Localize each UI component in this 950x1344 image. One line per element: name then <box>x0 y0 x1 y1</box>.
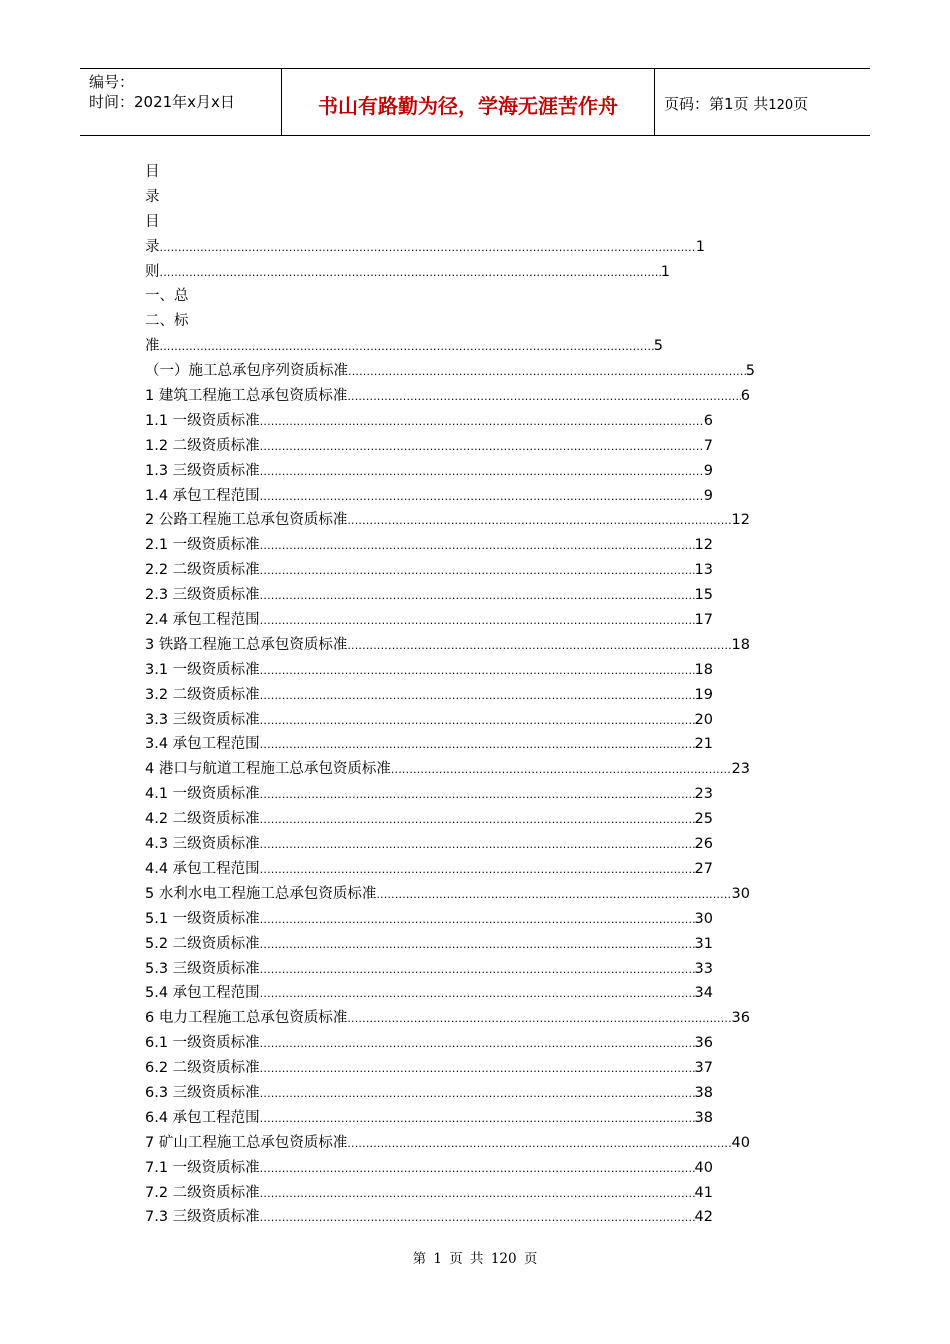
toc-entry[interactable] <box>145 484 713 509</box>
toc-entry-page: 17 <box>694 612 713 629</box>
toc-entry-title: 1.3 三级资质标准 <box>145 462 260 479</box>
toc-entry-page: 38 <box>694 1084 713 1101</box>
document-number-label: 编号： <box>89 73 135 91</box>
table-of-contents <box>145 160 765 1230</box>
page-footer: 第 1 页 共 120 页 <box>412 1251 538 1267</box>
toc-dot-leader <box>260 1032 695 1057</box>
toc-entry-page: 12 <box>694 537 713 554</box>
toc-entry[interactable] <box>145 558 713 583</box>
toc-entry-page: 41 <box>694 1184 713 1201</box>
toc-entry-page: 40 <box>694 1159 713 1176</box>
toc-dot-leader <box>260 684 695 709</box>
header-page-info <box>664 93 808 114</box>
toc-entry[interactable] <box>145 309 765 334</box>
toc-dot-leader <box>347 1007 731 1032</box>
toc-entry-page: 38 <box>694 1109 713 1126</box>
toc-dot-leader <box>260 1182 695 1207</box>
toc-entry[interactable] <box>145 1031 713 1056</box>
toc-entry-title: 5.1 一级资质标准 <box>145 910 260 927</box>
toc-dot-leader <box>260 435 704 460</box>
toc-entry[interactable] <box>145 434 713 459</box>
header-info <box>89 72 235 112</box>
toc-entry-title: 1.4 承包工程范围 <box>145 487 260 504</box>
toc-dot-leader <box>260 783 695 808</box>
toc-dot-leader <box>260 584 695 609</box>
toc-entry-title: 3 铁路工程施工总承包资质标准 <box>145 636 348 653</box>
toc-dot-leader <box>260 833 695 858</box>
toc-dot-leader <box>260 1206 695 1231</box>
header-page-label: 页码：第1页 共 <box>664 95 769 113</box>
toc-dot-leader <box>160 261 661 286</box>
toc-entry-page: 7 <box>703 437 713 454</box>
toc-entry-page: 27 <box>694 860 713 877</box>
toc-entry[interactable] <box>145 334 663 359</box>
toc-entry-page: 30 <box>694 910 713 927</box>
toc-entry[interactable] <box>145 882 750 907</box>
toc-dot-leader <box>260 808 695 833</box>
toc-entry[interactable] <box>145 284 765 309</box>
toc-entry-page: 18 <box>694 661 713 678</box>
toc-entry-page: 12 <box>731 512 750 529</box>
toc-entry-title: 6.3 三级资质标准 <box>145 1084 260 1101</box>
toc-entry-page: 42 <box>694 1209 713 1226</box>
toc-dot-leader <box>260 410 704 435</box>
toc-entry-page: 19 <box>694 686 713 703</box>
toc-entry[interactable] <box>145 957 713 982</box>
toc-dot-leader <box>160 236 696 261</box>
toc-dot-leader <box>260 933 695 958</box>
toc-entry-page: 36 <box>694 1035 713 1052</box>
toc-entry-title: 5.2 二级资质标准 <box>145 935 260 952</box>
toc-entry-title: 1 建筑工程施工总承包资质标准 <box>145 388 348 405</box>
toc-entry-page: 1 <box>660 263 670 280</box>
toc-entry[interactable] <box>145 1056 713 1081</box>
toc-entry-page: 31 <box>694 935 713 952</box>
toc-entry-title: 4.4 承包工程范围 <box>145 860 260 877</box>
toc-entry-title: 5.3 三级资质标准 <box>145 960 260 977</box>
toc-entry-page: 6 <box>740 388 750 405</box>
toc-entry[interactable] <box>145 583 713 608</box>
toc-dot-leader <box>160 335 654 360</box>
toc-entry-title: 4.1 一级资质标准 <box>145 786 260 803</box>
toc-dot-leader <box>260 908 695 933</box>
toc-entry-title: 7.2 二级资质标准 <box>145 1184 260 1201</box>
toc-entry-title: 7.3 三级资质标准 <box>145 1209 260 1226</box>
toc-entry-page: 26 <box>694 836 713 853</box>
header-motto: 书山有路勤为径，学海无涯苦作舟 <box>318 94 618 118</box>
toc-dot-leader <box>347 509 731 534</box>
toc-entry-title: 1.1 一级资质标准 <box>145 412 260 429</box>
toc-entry-title: 3.1 一级资质标准 <box>145 661 260 678</box>
toc-entry-title: 4.2 二级资质标准 <box>145 811 260 828</box>
toc-dot-leader <box>260 609 695 634</box>
toc-dot-leader <box>260 485 704 510</box>
header-divider-right <box>654 68 655 135</box>
toc-entry-page: 40 <box>731 1134 750 1151</box>
toc-entry-title: 3.2 二级资质标准 <box>145 686 260 703</box>
toc-entry-page: 23 <box>694 786 713 803</box>
toc-entry[interactable] <box>145 1205 713 1230</box>
toc-entry[interactable] <box>145 807 713 832</box>
toc-entry[interactable] <box>145 260 670 285</box>
toc-entry-page: 6 <box>703 412 713 429</box>
toc-entry-page: 36 <box>731 1010 750 1027</box>
toc-entry[interactable] <box>145 1181 713 1206</box>
toc-entry[interactable] <box>145 1131 750 1156</box>
toc-entry-title: 准 <box>145 338 160 355</box>
toc-entry-title: 5.4 承包工程范围 <box>145 985 260 1002</box>
toc-entry-title: 录 <box>145 238 160 255</box>
toc-dot-leader <box>260 1057 695 1082</box>
toc-dot-leader <box>260 858 695 883</box>
toc-entry-title: （一）施工总承包序列资质标准 <box>145 363 348 380</box>
toc-entry[interactable] <box>145 907 713 932</box>
toc-entry[interactable] <box>145 409 713 434</box>
toc-dot-leader <box>347 385 740 410</box>
toc-dot-leader <box>260 1082 695 1107</box>
toc-dot-leader <box>347 1132 731 1157</box>
toc-entry-title: 一、总 <box>145 288 189 305</box>
toc-dot-leader <box>260 709 695 734</box>
toc-entry[interactable] <box>145 658 713 683</box>
header-top-rule <box>80 68 870 69</box>
toc-entry-title: 4.3 三级资质标准 <box>145 836 260 853</box>
toc-entry-title: 2.4 承包工程范围 <box>145 612 260 629</box>
toc-entry-page: 20 <box>694 711 713 728</box>
toc-entry-title: 3.4 承包工程范围 <box>145 736 260 753</box>
toc-entry[interactable] <box>145 832 713 857</box>
toc-dot-leader <box>348 360 746 385</box>
toc-entry-title: 6.4 承包工程范围 <box>145 1109 260 1126</box>
toc-dot-leader <box>376 883 731 908</box>
toc-entry[interactable] <box>145 782 713 807</box>
toc-entry[interactable] <box>145 683 713 708</box>
toc-dot-leader <box>260 1107 695 1132</box>
toc-dot-leader <box>260 733 695 758</box>
document-time-label: 时间：2021年x月x日 <box>89 93 235 111</box>
toc-entry-page: 9 <box>703 487 713 504</box>
toc-dot-leader <box>260 534 695 559</box>
toc-entry[interactable] <box>145 981 713 1006</box>
toc-entry[interactable] <box>145 508 750 533</box>
toc-dot-leader <box>260 958 695 983</box>
toc-entry[interactable] <box>145 1081 713 1106</box>
toc-entry[interactable] <box>145 384 750 409</box>
toc-entry[interactable] <box>145 1006 750 1031</box>
toc-entry-page: 5 <box>745 363 755 380</box>
toc-entry-title: 7 矿山工程施工总承包资质标准 <box>145 1134 348 1151</box>
toc-entry-title: 6.2 二级资质标准 <box>145 1060 260 1077</box>
toc-entry-page: 30 <box>731 885 750 902</box>
toc-heading-line: 目 <box>145 164 160 180</box>
toc-entry-title: 1.2 二级资质标准 <box>145 437 260 454</box>
toc-entry-page: 25 <box>694 811 713 828</box>
toc-entry-title: 2.1 一级资质标准 <box>145 537 260 554</box>
header-page-total: 120 <box>768 98 794 113</box>
toc-entry[interactable] <box>145 932 713 957</box>
toc-entry-page: 15 <box>694 587 713 604</box>
toc-entry-title: 二、标 <box>145 313 189 330</box>
toc-entry-title: 2.2 二级资质标准 <box>145 562 260 579</box>
toc-entry[interactable] <box>145 732 713 757</box>
toc-entry-title: 2 公路工程施工总承包资质标准 <box>145 512 348 529</box>
toc-entry-title: 5 水利水电工程施工总承包资质标准 <box>145 885 377 902</box>
toc-dot-leader <box>391 758 732 783</box>
toc-entry-title: 2.3 三级资质标准 <box>145 587 260 604</box>
toc-dot-leader <box>347 634 731 659</box>
toc-entry-page: 34 <box>694 985 713 1002</box>
toc-entry-page: 37 <box>694 1060 713 1077</box>
toc-entry[interactable] <box>145 608 713 633</box>
toc-dot-leader <box>260 982 695 1007</box>
toc-entry-title: 6.1 一级资质标准 <box>145 1035 260 1052</box>
toc-entry-page: 13 <box>694 562 713 579</box>
header-bottom-rule <box>80 135 870 136</box>
toc-entry-title: 3.3 三级资质标准 <box>145 711 260 728</box>
toc-entry[interactable] <box>145 1106 713 1131</box>
toc-dot-leader <box>260 659 695 684</box>
toc-entry[interactable] <box>145 708 713 733</box>
toc-entry[interactable] <box>145 459 713 484</box>
toc-dot-leader <box>260 559 695 584</box>
toc-entry-title: 6 电力工程施工总承包资质标准 <box>145 1010 348 1027</box>
toc-entry-page: 1 <box>695 238 705 255</box>
toc-entry-title: 7.1 一级资质标准 <box>145 1159 260 1176</box>
toc-entry-page: 18 <box>731 636 750 653</box>
toc-entry[interactable] <box>145 857 713 882</box>
toc-entry-page: 5 <box>653 338 663 355</box>
toc-entry-page: 33 <box>694 960 713 977</box>
toc-entry[interactable] <box>145 757 750 782</box>
toc-dot-leader <box>260 1157 695 1182</box>
toc-entry[interactable] <box>145 633 750 658</box>
toc-entry-page: 23 <box>731 761 750 778</box>
toc-entry[interactable] <box>145 235 705 260</box>
header-page-suffix: 页 <box>793 95 809 113</box>
toc-entry-title: 则 <box>145 263 160 280</box>
toc-entry-page: 9 <box>703 462 713 479</box>
toc-heading-line: 目 <box>145 213 160 230</box>
toc-entry[interactable] <box>145 533 713 558</box>
toc-entry[interactable] <box>145 359 755 384</box>
toc-heading-line: 录 <box>145 188 160 205</box>
toc-dot-leader <box>260 460 704 485</box>
toc-entry-page: 21 <box>694 736 713 753</box>
toc-entry[interactable] <box>145 1156 713 1181</box>
toc-entry-title: 4 港口与航道工程施工总承包资质标准 <box>145 761 391 778</box>
